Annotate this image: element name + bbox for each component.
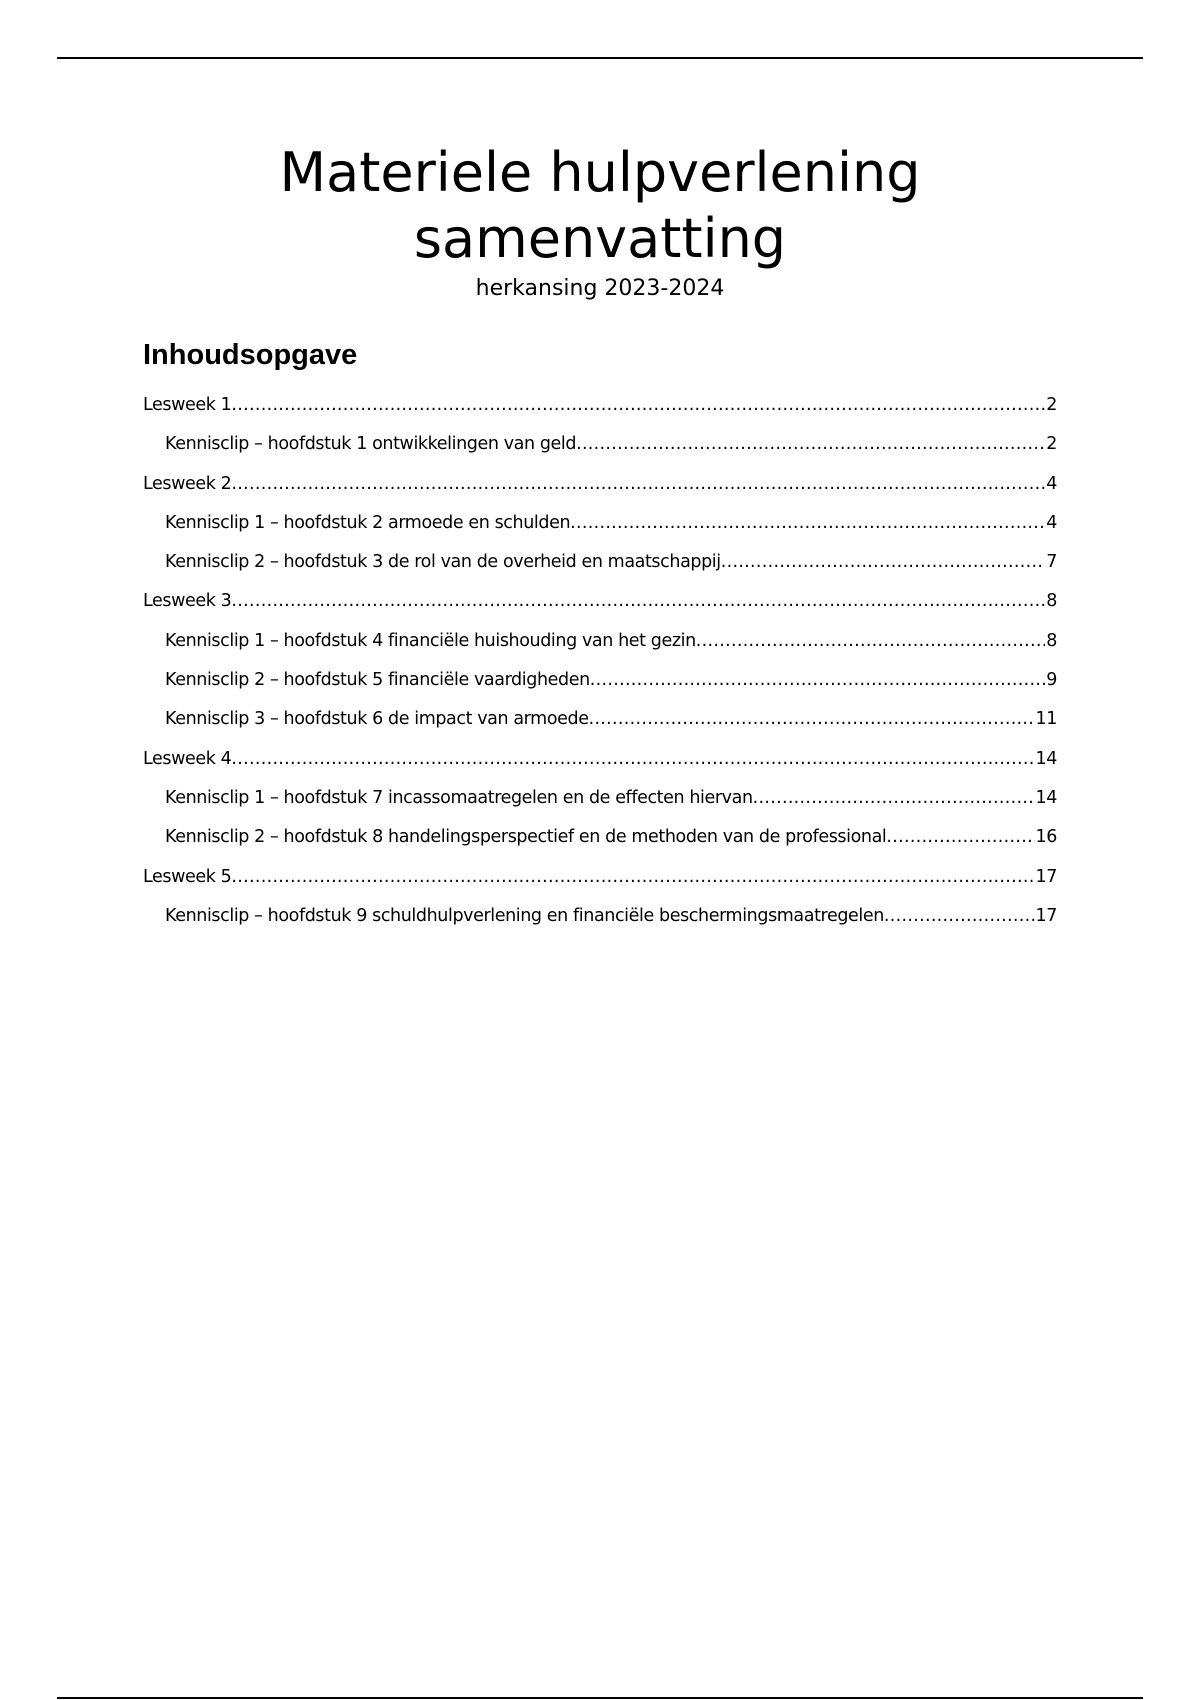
document-title [0,140,1200,272]
toc-entry-text: Kennisclip 1 – hoofdstuk 2 armoede en schulden [165,512,571,533]
toc-entry-kennisclip-h5[interactable] [143,661,1057,700]
toc-dot-leader [589,700,1035,739]
toc-entry-text: Lesweek 1 [143,395,232,415]
document-title-line-1: Materiele hulpverlening [279,141,921,204]
toc-entry-text: Kennisclip 2 – hoofdstuk 8 handelingsperspectief en de methoden van de professional [165,827,887,848]
toc-page-number: 2 [1046,395,1057,415]
toc-page-number: 11 [1035,709,1057,730]
header-rule [57,57,1143,59]
toc-entry-text: Lesweek 3 [143,591,232,612]
table-of-contents [143,386,1057,936]
toc-page-number: 4 [1046,512,1057,533]
toc-entry-text: Kennisclip 2 – hoofdstuk 5 financiële vaardigheden [165,670,590,691]
toc-page-number: 8 [1046,591,1057,612]
toc-page-number: 9 [1046,670,1057,691]
toc-heading: Inhoudsopgave [143,339,358,371]
document-title-line-2: samenvatting [413,207,787,270]
toc-entry-text: Lesweek 2 [143,473,232,494]
toc-entry-text: Kennisclip 3 – hoofdstuk 6 de impact van armoede [165,709,589,730]
toc-entry-text: Kennisclip – hoofdstuk 1 ontwikkelingen van geld [165,434,577,455]
toc-entry-lesweek-4[interactable] [143,740,1057,779]
toc-page-number: 14 [1035,748,1057,769]
toc-entry-lesweek-1[interactable] [143,386,1057,425]
toc-entry-lesweek-2[interactable] [143,465,1057,504]
toc-page-number: 7 [1046,552,1057,573]
toc-entry-kennisclip-h9[interactable] [143,897,1057,936]
toc-entry-kennisclip-h6[interactable] [143,700,1057,739]
toc-entry-text: Lesweek 5 [143,866,232,887]
toc-dot-leader [231,386,1045,425]
toc-dot-leader [570,504,1045,543]
toc-page-number: 4 [1046,473,1057,494]
title-block [0,140,1200,304]
toc-page-number: 14 [1035,787,1057,808]
toc-dot-leader [884,897,1035,936]
toc-page-number: 17 [1035,905,1057,926]
toc-entry-text: Lesweek 4 [143,748,232,769]
toc-dot-leader [231,465,1045,504]
toc-page-number: 16 [1035,827,1057,848]
toc-entry-kennisclip-h7[interactable] [143,779,1057,818]
toc-entry-text: Kennisclip – hoofdstuk 9 schuldhulpverlening en financiële beschermingsmaatregelen [165,905,884,926]
toc-dot-leader [231,740,1034,779]
toc-page-number: 17 [1035,866,1057,887]
toc-dot-leader [231,858,1034,897]
toc-entry-text: Kennisclip 2 – hoofdstuk 3 de rol van de overheid en maatschappij [165,552,721,573]
toc-entry-text: Kennisclip 1 – hoofdstuk 7 incassomaatregelen en de effecten hiervan [165,787,753,808]
toc-page-number: 2 [1046,434,1057,455]
toc-entry-kennisclip-h8[interactable] [143,818,1057,857]
toc-dot-leader [753,779,1035,818]
toc-entry-kennisclip-h3[interactable] [143,543,1057,582]
toc-dot-leader [721,543,1046,582]
toc-entry-kennisclip-h2[interactable] [143,504,1057,543]
toc-dot-leader [886,818,1034,857]
toc-dot-leader [590,661,1046,700]
toc-dot-leader [696,622,1045,661]
footer-rule [57,1697,1143,1699]
toc-entry-lesweek-5[interactable] [143,858,1057,897]
toc-page-number: 8 [1046,630,1057,651]
toc-dot-leader [231,582,1045,621]
toc-dot-leader [576,425,1045,464]
document-subtitle: herkansing 2023-2024 [475,276,725,301]
toc-entry-kennisclip-h4[interactable] [143,622,1057,661]
toc-entry-text: Kennisclip 1 – hoofdstuk 4 financiële huishouding van het gezin [165,630,696,651]
toc-entry-kennisclip-h1[interactable] [143,425,1057,464]
toc-entry-lesweek-3[interactable] [143,582,1057,621]
